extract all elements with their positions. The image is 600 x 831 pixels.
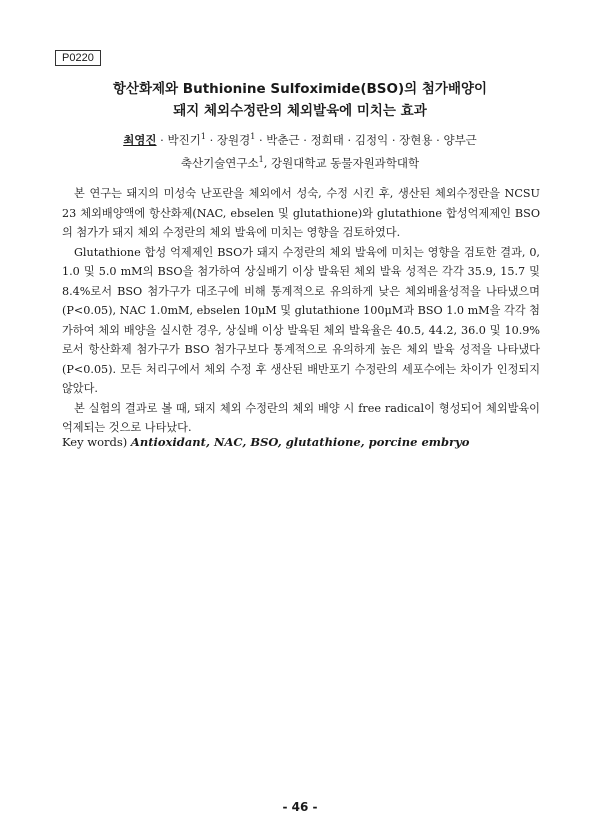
abstract-paragraph-2: Glutathione 합성 억제제인 BSO가 돼지 수정란의 체외 발육에 미치는 영향을 검토한 결과, 0, 1.0 및 5.0 mM의 BSO을 첨가하여 상실배기 이상 발육된 체외 발육 성적은 각각 35.9, 15.7 및 8.4%로서 BSO 첨가구가 대조구에 비해 통계적으로 유의하게 낮은 체외배율성적을 나타냈으며(P<0.05), NAC 1.0mM, ebselen 10μM 및 glutathione 100μM과 BSO 1.0 mM을 각각 첨가하여 체외 배양을 실시한 경우, 상실배 이상 발육된 체외 발육율은 40.5, 44.2, 36.0 및 10.9%로서 항산화제 첨가구가 BSO 첨가구보다 통계적으로 유의하게 높은 체외 발육 성적을 나타냈다(P<0.05). 모든 처리구에서 체외 수정 후 생산된 배반포기 수정란의 세포수에는 차이가 인정되지 않았다.	[62, 245, 540, 395]
page-number: - 46 -	[282, 800, 318, 814]
affiliation-sup: 1	[258, 155, 264, 165]
author-sep: ·	[255, 133, 267, 147]
author-sep: ·	[343, 133, 355, 147]
paper-title	[60, 78, 540, 122]
keywords-text: Antioxidant, NAC, BSO, glutathione, porcine embryo	[130, 435, 470, 449]
author-sep: ·	[388, 133, 400, 147]
author-sep: ·	[205, 133, 217, 147]
abstract-code: P0220	[62, 52, 94, 64]
author: 장원경	[216, 133, 251, 147]
author-sup: 1	[250, 132, 256, 142]
abstract-paragraph-1: 본 연구는 돼지의 미성숙 난포란을 체외에서 성숙, 수정 시킨 후, 생산된 체외수정란을 NCSU 23 체외배양액에 항산화제(NAC, ebselen 및 glutathione)와 glutathione 합성억제제인 BSO의 첨가가 돼지 체외 수정란의 체외 발육에 미치는 영향을 검토하였다.	[62, 187, 540, 239]
author: 김정익	[354, 133, 389, 147]
author: 양부근	[443, 133, 477, 147]
author: 박진기	[167, 133, 201, 147]
first-author: 최영진	[123, 133, 157, 147]
title-line-1: 항산화제와 Buthionine Sulfoximide(BSO)의 첨가배양이	[112, 81, 488, 97]
abstract-paragraph-3: 본 실험의 결과로 볼 때, 돼지 체외 수정란의 체외 배양 시 free radical이 형성되어 체외발육이 억제되는 것으로 나타났다.	[62, 401, 540, 434]
affiliation	[60, 153, 540, 173]
author-sup: 1	[200, 132, 206, 142]
title-line-2: 돼지 체외수정란의 체외발육에 미치는 효과	[173, 103, 427, 119]
author-sep: ·	[432, 133, 444, 147]
author: 박춘근	[266, 133, 300, 147]
abstract-body	[62, 184, 540, 438]
author-sep: ·	[156, 133, 168, 147]
keywords	[62, 432, 540, 452]
author-sep: ·	[299, 133, 311, 147]
affiliation-part-1: 축산기술연구소	[180, 156, 259, 170]
affiliation-part-2: , 강원대학교 동물자원과학대학	[263, 156, 420, 170]
keywords-label: Key words)	[62, 435, 131, 449]
author: 장현용	[399, 133, 433, 147]
author-list	[60, 130, 540, 150]
author: 정희태	[310, 133, 344, 147]
abstract-code-box	[55, 50, 101, 66]
